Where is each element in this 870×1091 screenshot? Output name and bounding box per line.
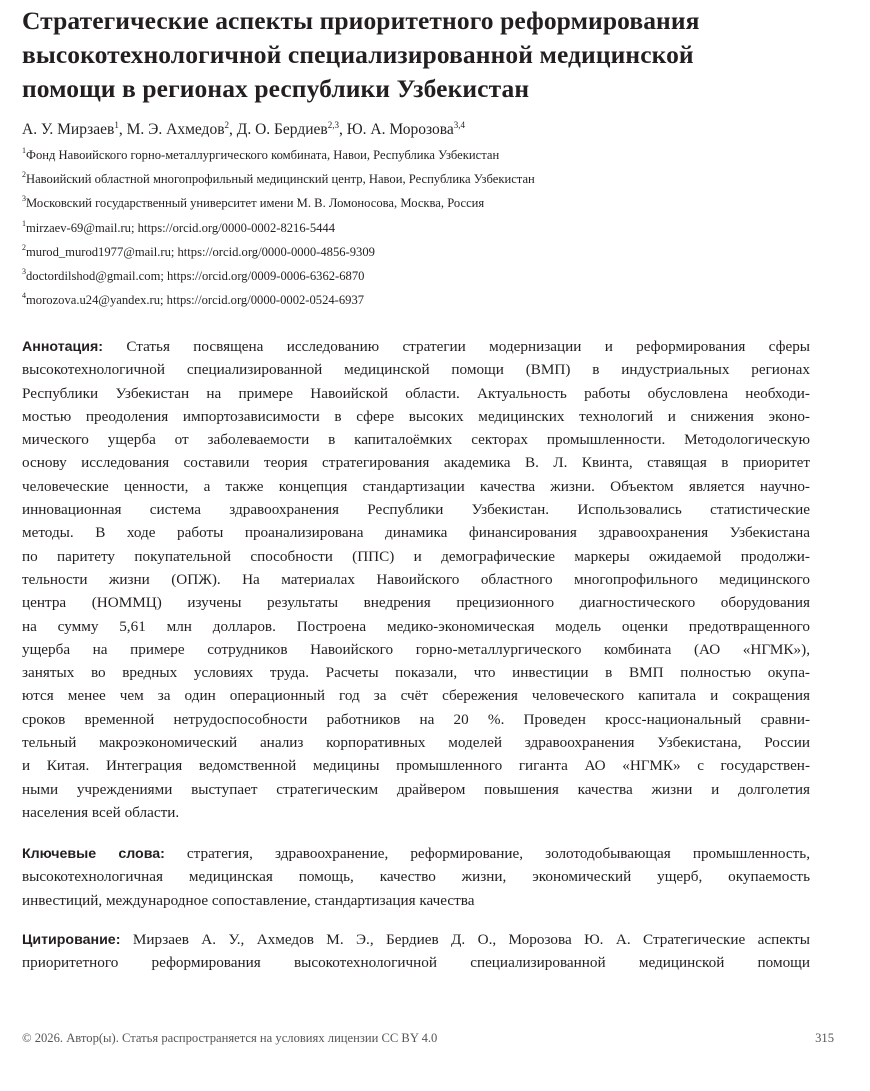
keywords-line	[22, 842, 810, 865]
affiliation-item	[22, 143, 535, 167]
affiliation-text: Московский государственный университет имени М. В. Ломоносова, Москва, Россия	[26, 196, 485, 211]
contact-mark: 2	[22, 242, 26, 252]
abstract-line: ущерба на примере сотрудников Навоийского горно-металлургического комбината (АО «НГМК»),	[22, 640, 810, 658]
author-name: М. Э. Ахмедов	[126, 121, 225, 138]
contact-text: doctordilshod@gmail.com; https://orcid.org/0009-0006-6362-6870	[26, 268, 365, 283]
author-affiliation-mark: 3,4	[453, 120, 466, 130]
author-affiliation-mark: 1	[114, 120, 119, 130]
title-line: помощи в регионах республики Узбекистан	[22, 74, 530, 103]
author-affiliation-mark: 2	[224, 120, 230, 130]
contact-text: morozova.u24@yandex.ru; https://orcid.org/0000-0002-0524-6937	[26, 293, 365, 308]
abstract-line: человеческие ценности, а также концепция стандартизации качества жизни. Объектом является научно-	[22, 477, 810, 495]
contact-mark: 4	[22, 291, 26, 301]
abstract-line: по паритету покупательной способности (ППС) и демографические маркеры ожидаемой продолжи-	[22, 547, 810, 565]
article-title	[22, 4, 810, 106]
affiliation-mark: 1	[22, 146, 26, 155]
keywords-text: стратегия, здравоохранение, реформирование, золотодобывающая промышленность,	[164, 845, 811, 862]
citation-line: приоритетного реформирования высокотехнологичной специализированной медицинской помощи	[22, 954, 810, 972]
abstract-line: центра (НОММЦ) изучены результаты внедрения прецизионного диагностического оборудования	[22, 594, 810, 612]
affiliation-text: Навоийский областной многопрофильный медицинский центр, Навои, Республика Узбекистан	[26, 172, 535, 187]
author-name: Ю. А. Морозова	[346, 121, 454, 138]
author-list: А. У. Мирзаев$^1$, М. Э. Ахмедов$^2$, Д. О. Бердиев$^{2,3}$, Ю. А. Морозова$^{3,4}$	[22, 120, 466, 138]
contact-item	[22, 264, 535, 288]
keywords-label: Ключевые слова:	[22, 846, 165, 862]
keywords	[22, 842, 810, 912]
affiliation-text: Фонд Навоийского горно-металлургического комбината, Навои, Республика Узбекистан	[26, 148, 500, 162]
affiliation-mark: 2	[22, 170, 26, 180]
author-name: А. У. Мирзаев	[22, 121, 115, 138]
abstract-line: населения всей области.	[22, 803, 180, 821]
page-number: 315	[815, 1031, 834, 1045]
citation-text: Мирзаев А. У., Ахмедов М. Э., Бердиев Д. О., Морозова Ю. А. Стратегические аспекты	[120, 931, 810, 948]
affiliation-mark: 3	[22, 194, 26, 204]
author-name: Д. О. Бердиев	[236, 121, 328, 138]
abstract-line: тельности жизни (ОПЖ). На материалах Навоийского областного многопрофильного медицинского	[22, 570, 810, 588]
abstract-label: Аннотация:	[22, 339, 103, 355]
abstract-line: мического ущерба от заболеваемости в капиталоёмких секторах промышленности. Методологическую	[22, 431, 810, 449]
abstract-line: высокотехнологичной специализированной медицинской помощи (ВМП) в индустриальных регионах	[22, 361, 810, 379]
affiliation-list	[22, 143, 535, 312]
page-footer	[22, 1028, 834, 1048]
contact-mark: 3	[22, 266, 26, 276]
abstract-line: занятых во вредных условиях труда. Расчеты показали, что инвестиции в ВМП полностью окупа-	[22, 664, 810, 682]
contact-item	[22, 240, 535, 264]
affiliation-item	[22, 191, 535, 215]
abstract-line: методы. В ходе работы проанализирована динамика финансирования здравоохранения Узбекистана	[22, 524, 810, 542]
abstract-line: Республики Узбекистан на примере Навоийской области. Актуальность работы обусловлена необходи-	[22, 384, 810, 402]
contact-text: mirzaev-69@mail.ru; https://orcid.org/0000-0002-8216-5444	[26, 220, 336, 235]
abstract-line: основу исследования составили теория стратегирования академика В. Л. Квинта, ставящая в приоритет	[22, 454, 810, 472]
abstract-line: ными учреждениями выступает стратегическим драйвером повышения качества жизни и долголетия	[22, 780, 810, 798]
title-line: Стратегические аспекты приоритетного реформирования	[22, 6, 700, 35]
affiliation-item	[22, 167, 535, 191]
contact-mark: 1	[22, 218, 26, 228]
abstract-line: инновационная система здравоохранения Республики Узбекистан. Использовались статистические	[22, 501, 810, 519]
author-affiliation-mark: 2,3	[327, 120, 339, 130]
license-notice: © 2026. Автор(ы). Статья распространяется на условиях лицензии CC BY 4.0	[22, 1031, 438, 1045]
contact-item	[22, 288, 535, 312]
abstract-line: и Китая. Интеграция ведомственной медицины промышленного гиганта АО «НГМК» с государствен-	[22, 757, 810, 775]
abstract-line: на сумму 5,61 млн долларов. Построена медико-экономическая модель оценки предотвращенного	[22, 617, 810, 635]
abstract-line: ются менее чем за один операционный год за счёт сбережения человеческого капитала и сокращения	[22, 687, 810, 705]
citation-label: Цитирование:	[22, 932, 121, 948]
keywords-line: высокотехнологичная медицинская помощь, качество жизни, экономический ущерб, окупаемость	[22, 868, 810, 886]
abstract-line	[22, 335, 810, 358]
contact-item	[22, 216, 535, 240]
contact-text: murod_murod1977@mail.ru; https://orcid.org/0000-0000-4856-9309	[26, 244, 375, 259]
abstract-line: сроков временной нетрудоспособности работников на 20 %. Проведен кросс-национальный сравни-	[22, 710, 810, 728]
abstract	[22, 335, 810, 824]
citation-line	[22, 928, 810, 951]
citation	[22, 928, 810, 975]
abstract-text: Статья посвящена исследованию стратегии модернизации и реформирования сферы	[102, 338, 810, 355]
abstract-line: мостью преодоления импортозависимости в сфере высоких медицинских технологий и снижения эконо-	[22, 407, 810, 425]
keywords-line: инвестиций, международное сопоставление, стандартизация качества	[22, 891, 475, 909]
abstract-line: тельный макроэкономический анализ корпоративных моделей здравоохранения Узбекистана, России	[22, 734, 810, 752]
title-line: высокотехнологичной специализированной медицинской	[22, 40, 694, 69]
